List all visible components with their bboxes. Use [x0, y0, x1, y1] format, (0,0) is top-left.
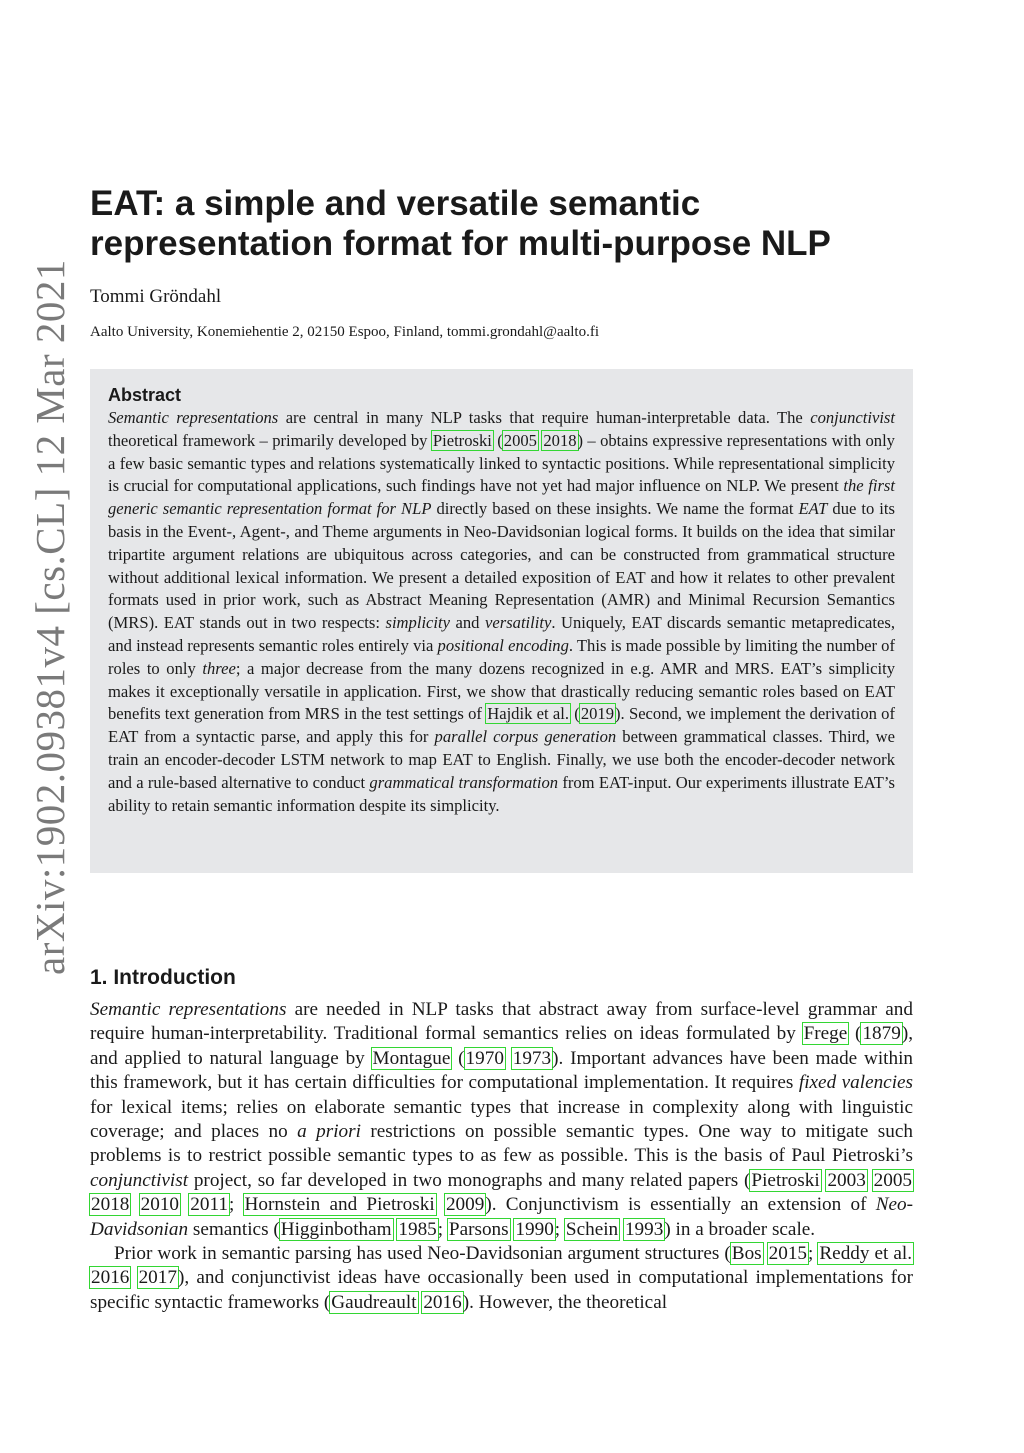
- italic-term: positional encoding: [437, 635, 569, 655]
- text-run: ), and applied to natural language by: [90, 1023, 914, 1069]
- citation-link[interactable]: 1993: [624, 1218, 664, 1240]
- text-run: restrictions on possible semantic types. One way to mitigate such problems is to restrict possible semantic types to as few as possible. This is the basis of Paul Pietroski’s: [90, 1121, 913, 1167]
- citation-link[interactable]: 2003: [827, 1169, 866, 1191]
- abstract-heading: Abstract: [108, 385, 182, 405]
- citation-link[interactable]: 2009: [445, 1194, 485, 1216]
- section-heading-introduction: 1. Introduction: [90, 966, 236, 989]
- text-run: and: [450, 613, 485, 633]
- text-run: ;: [437, 1218, 448, 1240]
- text-run: theoretical framework – primarily developed by: [108, 430, 432, 450]
- italic-term: simplicity: [385, 613, 451, 633]
- citation-link[interactable]: Gaudreault: [331, 1291, 417, 1313]
- text-run: (: [451, 1047, 465, 1069]
- citation-link[interactable]: Frege: [803, 1023, 848, 1045]
- text-run: . This is made possible by limiting the number of roles to only: [108, 635, 896, 678]
- citation-link[interactable]: 2019: [580, 704, 615, 724]
- text-run: ) – obtains expressive representations with only a few basic semantic types and relations systematically linked to syntactic positions. While representational simplicity is crucial for computational applications, such findings have not yet had major influence on NLP. We present: [108, 430, 895, 496]
- text-run: (: [848, 1023, 862, 1045]
- text-run: ). Second, we implement the derivation of EAT from a syntactic parse, and apply this for: [108, 704, 896, 747]
- paper-title: EAT: a simple and versatile semantic representation format for multi-purpose NLP: [90, 184, 831, 263]
- abstract-box: [90, 369, 913, 873]
- citation-link[interactable]: 1879: [862, 1023, 901, 1045]
- citation-link[interactable]: Hornstein and Pietroski: [244, 1194, 435, 1216]
- citation-link[interactable]: 2016: [91, 1267, 130, 1289]
- citation-link[interactable]: 2010: [140, 1194, 180, 1216]
- citation-link[interactable]: Pietroski: [432, 430, 492, 450]
- citation-link[interactable]: 2005: [503, 430, 537, 450]
- arxiv-identifier: arXiv:1902.09381v4 [cs.CL] 12 Mar 2021: [27, 259, 73, 975]
- italic-term: conjunctivist: [810, 408, 895, 427]
- text-run: are needed in NLP tasks that abstract away from surface-level grammar and require human-interpretability. Traditional formal semantics relies on ideas formulated by: [90, 999, 913, 1045]
- text-run: project, so far developed in two monographs and many related papers (: [188, 1169, 751, 1191]
- text-run: ;: [808, 1243, 819, 1265]
- italic-term: Neo-Davidsonian: [90, 1194, 914, 1240]
- citation-link[interactable]: Higginbotham: [280, 1218, 392, 1240]
- citation-link[interactable]: Parsons: [448, 1218, 509, 1240]
- text-run: are central in many NLP tasks that require human-interpretable data. The: [278, 408, 811, 427]
- italic-term: versatility: [485, 613, 552, 633]
- author-affiliation: Aalto University, Konemiehentie 2, 02150 Espoo, Finland, tommi.grondahl@aalto.fi: [90, 324, 600, 340]
- italic-term: Semantic representations: [90, 999, 287, 1020]
- introduction-body: [90, 998, 913, 1315]
- italic-term: grammatical transformation: [369, 772, 559, 792]
- text-run: (: [492, 430, 503, 450]
- text-run: ;: [228, 1194, 244, 1216]
- citation-link[interactable]: Hajdik et al.: [487, 704, 570, 724]
- citation-link[interactable]: Montague: [372, 1047, 451, 1069]
- italic-term: Semantic representations: [108, 408, 279, 427]
- text-run: ). Conjunctivism is essentially an extension of: [485, 1194, 876, 1216]
- italic-term: parallel corpus generation: [434, 727, 617, 747]
- citation-link[interactable]: 2018: [543, 430, 577, 450]
- citation-link[interactable]: Reddy et al.: [819, 1243, 912, 1265]
- citation-link[interactable]: 2017: [138, 1267, 177, 1289]
- citation-link[interactable]: 2016: [423, 1291, 462, 1313]
- text-run: ; a major decrease from the many dozens recognized in e.g. AMR and MRS. EAT’s simplicity makes it exceptionally versatile in application. First, we show that drastically reducing semantic roles based on EAT benefits text generation from MRS in the test settings of: [108, 658, 896, 724]
- author-name: Tommi Gröndahl: [90, 286, 222, 307]
- italic-term: conjunctivist: [90, 1169, 189, 1191]
- citation-link[interactable]: 2018: [91, 1194, 130, 1216]
- text-run: from EAT-input. Our experiments illustrate EAT’s ability to retain semantic information despite its simplicity.: [108, 772, 895, 815]
- text-run: ). However, the theoretical: [462, 1291, 668, 1313]
- text-run: Prior work in semantic parsing has used Neo-Davidsonian argument structures (: [114, 1243, 731, 1265]
- text-run: for lexical items; relies on elaborate semantic types that increase in complexity along with linguistic coverage; and places no: [90, 1096, 913, 1143]
- text-run: ). Important advances have been made within this framework, but it has certain difficulties for computational implementation. It requires: [90, 1047, 914, 1094]
- text-run: between grammatical classes. Third, we train an encoder-decoder LSTM network to map EAT to English. Finally, we use both the encoder-decoder network and a rule-based alternative to conduct: [108, 727, 896, 792]
- citation-link[interactable]: 1970: [465, 1047, 504, 1069]
- citation-link[interactable]: 1990: [515, 1218, 554, 1240]
- text-run: due to its basis in the Event-, Agent-, and Theme arguments in Neo-Davidsonian logical forms. It builds on the idea that similar tripartite argument relations are ubiquitous across categories, and can be constructed from grammatical structure without additional lexical information. We present a detailed exposition of EAT and how it relates to other prevalent formats used in prior work, such as Abstract Meaning Representation (AMR) and Minimal Recursion Semantics (MRS). EAT stands out in two respects:: [108, 499, 895, 633]
- citation-link[interactable]: 2015: [768, 1243, 808, 1265]
- citation-link[interactable]: 2005: [873, 1169, 912, 1191]
- italic-term: the first generic semantic representation format for NLP: [108, 476, 895, 519]
- text-run: . Uniquely, EAT discards semantic metapredicates, and instead represents semantic roles entirely via: [108, 613, 896, 655]
- citation-link[interactable]: 1985: [398, 1218, 437, 1240]
- text-run: semantics (: [188, 1218, 280, 1240]
- intro-paragraph: [90, 998, 913, 1242]
- citation-link[interactable]: 1973: [512, 1047, 552, 1069]
- abstract-text: [108, 407, 895, 817]
- citation-link[interactable]: Bos: [731, 1243, 762, 1265]
- citation-link[interactable]: Schein: [565, 1218, 619, 1240]
- citation-link[interactable]: 2011: [190, 1194, 228, 1216]
- intro-paragraph: [90, 1242, 913, 1315]
- text-run: ), and conjunctivist ideas have occasionally been used in computational implementations for specific syntactic frameworks (: [90, 1267, 913, 1313]
- citation-link[interactable]: Pietroski: [751, 1169, 820, 1191]
- text-run: (: [570, 704, 580, 724]
- text-run: ) in a broader scale.: [664, 1218, 816, 1240]
- italic-term: a priori: [297, 1121, 361, 1143]
- italic-term: fixed valencies: [798, 1072, 914, 1094]
- italic-term: EAT: [798, 499, 828, 519]
- italic-term: three: [202, 658, 236, 678]
- text-run: ;: [554, 1218, 565, 1240]
- text-run: directly based on these insights. We name the format: [431, 499, 799, 519]
